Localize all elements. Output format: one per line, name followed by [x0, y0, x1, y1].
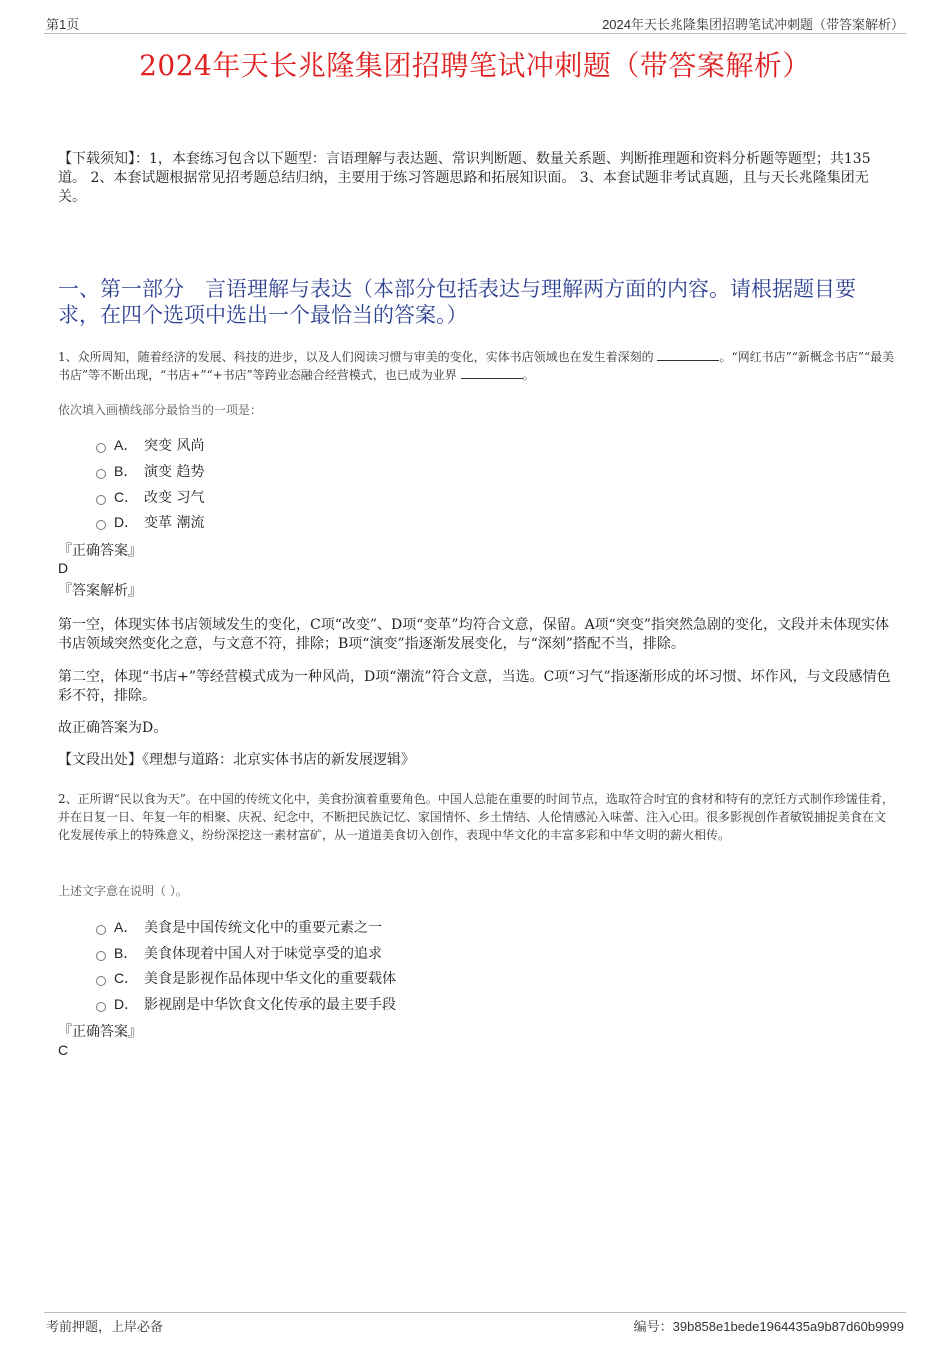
option-key: A．	[114, 437, 138, 453]
fill-blank-2	[461, 366, 523, 379]
radio-icon[interactable]	[96, 951, 106, 961]
radio-icon[interactable]	[96, 443, 106, 453]
question-1-text-part-a: 1、众所周知，随着经济的发展、科技的进步，以及人们阅读习惯与审美的变化，实体书店领域也在发生着深刻的	[58, 350, 654, 364]
question-2-option-d[interactable]	[96, 994, 396, 1014]
option-key: A．	[114, 919, 138, 935]
header-divider	[44, 33, 906, 34]
question-2-prompt: 上述文字意在说明（ ）。	[58, 884, 188, 898]
radio-icon[interactable]	[96, 925, 106, 935]
radio-icon[interactable]	[96, 1002, 106, 1012]
question-1-answer: D	[58, 560, 69, 576]
radio-icon[interactable]	[96, 469, 106, 479]
radio-icon[interactable]	[96, 976, 106, 986]
question-1-analysis-label: 『答案解析』	[58, 583, 142, 599]
option-text: 演变 趋势	[144, 464, 205, 480]
download-notice: 【下载须知】：1，本套练习包含以下题型：言语理解与表达题、常识判断题、数量关系题、判断推理题和资料分析题等题型；共135道。 2、本套试题根据常见招考题总结归纳，主要用于练习答题思路和拓展知识面。 3、本套试题非考试真题，且与天长兆隆集团无关。	[58, 151, 871, 205]
option-key: B．	[114, 463, 138, 479]
question-1-option-a[interactable]	[96, 435, 204, 455]
option-key: D．	[114, 514, 139, 530]
question-1-option-d[interactable]	[96, 512, 204, 532]
analysis-source: 【文段出处】《理想与道路：北京实体书店的新发展逻辑》	[58, 752, 415, 768]
question-1-text	[58, 348, 896, 384]
option-text: 美食体现着中国人对于味觉享受的追求	[144, 946, 382, 962]
option-text: 改变 习气	[144, 490, 205, 506]
section-heading: 一、第一部分 言语理解与表达（本部分包括表达与理解两方面的内容。请根据题目要求，在四个选项中选出一个最恰当的答案。）	[58, 277, 856, 327]
question-2-option-a[interactable]	[96, 917, 382, 937]
option-text: 美食是影视作品体现中华文化的重要载体	[144, 971, 396, 987]
header-page-label: 第1页	[46, 17, 80, 32]
option-text: 变革 潮流	[144, 515, 205, 531]
question-2-option-c[interactable]	[96, 968, 396, 988]
option-key: C．	[114, 489, 139, 505]
radio-icon[interactable]	[96, 520, 106, 530]
question-2-text: 2、正所谓“民以食为天”。在中国的传统文化中，美食扮演着重要角色。中国人总能在重要的时间节点，选取符合时宜的食材和特有的烹饪方式制作珍馐佳肴，并在日复一日、年复一年的相聚、庆祝、纪念中，不断把民族记忆、家国情怀、乡土情结、人伦情感沁入味蕾、注入心田。很多影视创作者敏锐捕捉美食在文化发展传承上的特殊意义，纷纷深挖这一素材富矿，从一道道美食切入创作，表现中华文化的丰富多彩和中华文明的薪火相传。	[58, 792, 894, 842]
question-1-text-part-c: 。	[522, 368, 535, 382]
analysis-paragraph-2: 第二空，体现“书店+”等经营模式成为一种风尚，D项“潮流”符合文意，当选。C项“习气”指逐渐形成的坏习惯、坏作风，与文段感情色彩不符，排除。	[58, 669, 891, 704]
question-1-option-b[interactable]	[96, 461, 204, 481]
footer-divider	[44, 1312, 906, 1313]
option-key: D．	[114, 996, 139, 1012]
question-2-answer-label: 『正确答案』	[58, 1024, 142, 1040]
option-text: 美食是中国传统文化中的重要元素之一	[144, 920, 382, 936]
option-key: B．	[114, 945, 138, 961]
option-text: 突变 风尚	[144, 438, 205, 454]
analysis-conclusion: 故正确答案为D。	[58, 720, 168, 736]
option-key: C．	[114, 970, 139, 986]
footer-serial: 编号：39b858e1bede1964435a9b87d60b9999	[633, 1319, 904, 1334]
header-doc-name: 2024年天长兆隆集团招聘笔试冲刺题（带答案解析）	[602, 17, 904, 32]
fill-blank-1	[657, 348, 719, 361]
document-title: 2024年天长兆隆集团招聘笔试冲刺题（带答案解析）	[139, 49, 811, 82]
radio-icon[interactable]	[96, 495, 106, 505]
analysis-paragraph-1: 第一空，体现实体书店领域发生的变化，C项“改变”、D项“变革”均符合文意，保留。A项“突变”指突然急剧的变化，文段并未体现实体书店领域突然变化之意，与文意不符，排除；B项“演变”指逐渐发展变化，与“深刻”搭配不当，排除。	[58, 617, 889, 652]
question-1-prompt: 依次填入画横线部分最恰当的一项是：	[58, 403, 263, 417]
option-text: 影视剧是中华饮食文化传承的最主要手段	[144, 997, 396, 1013]
question-1-text-part-b: 。“网红书店”“新概念书店”“最美书店”等不断出现，“书店+”“+书店”等跨业态融合经营模式，也已成为业界	[58, 350, 895, 382]
question-1-option-c[interactable]	[96, 487, 204, 507]
question-1-answer-label: 『正确答案』	[58, 543, 142, 559]
question-2-answer: C	[58, 1042, 69, 1058]
footer-slogan: 考前押题，上岸必备	[46, 1320, 164, 1335]
question-2-option-b[interactable]	[96, 943, 382, 963]
